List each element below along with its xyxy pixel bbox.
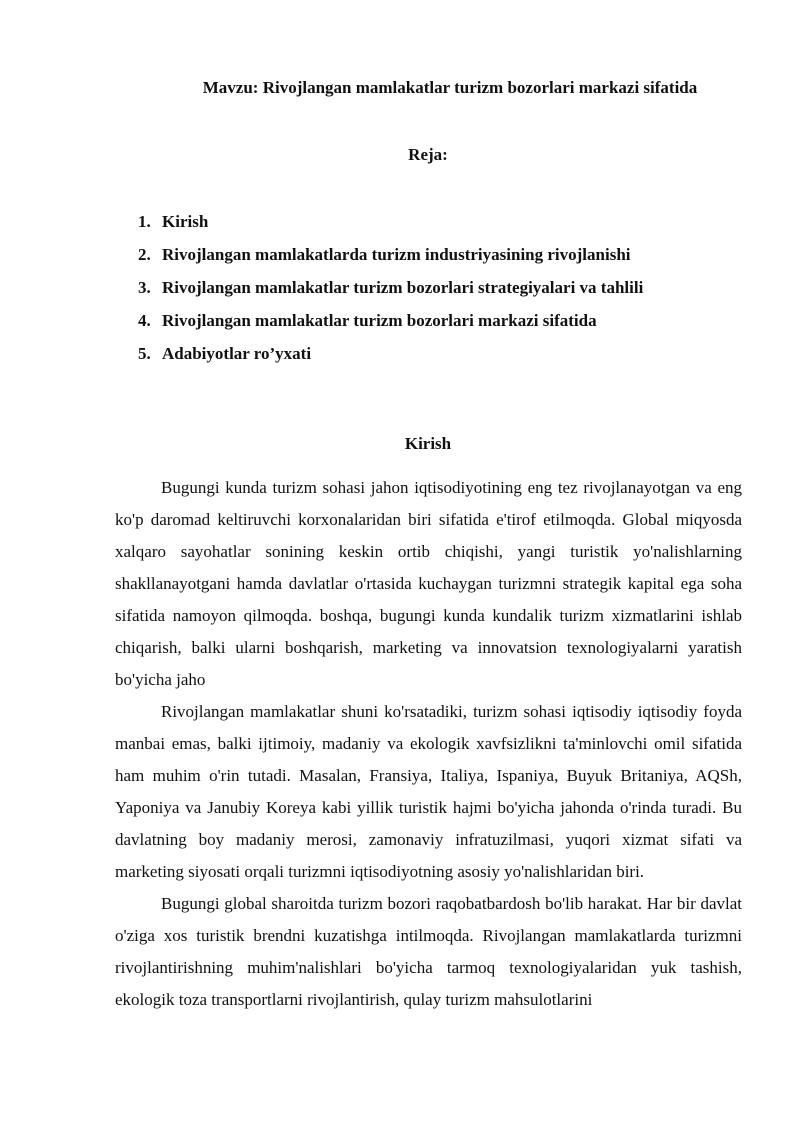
paragraph: Bugungi kunda turizm sohasi jahon iqtisodiyotining eng tez rivojlanayotgan va eng ko'p daromad keltiruvchi korxonalaridan biri sifatida e'tirof etilmoqda. Global miqyosda xalqaro sayohatlar sonining keskin ortib chiqishi, yangi turistik yo'nalishlarning shakllanayotgani hamda davlatlar o'rtasida kuchaygan turizmni strategik kapital ega soha sifatida namoyon qilmoqda. boshqa, bugungi kunda kundalik turizm xizmatlarini ishlab chiqarish, balki ularni boshqarish, marketing va innovatsion texnologiyalarni yaratish bo'yicha jaho (115, 478, 742, 689)
plan-item (138, 271, 643, 304)
plan-title: Reja: (408, 145, 448, 164)
plan-item-number: 5. (138, 344, 151, 363)
body-text (115, 472, 742, 1016)
plan-item-number: 4. (138, 311, 151, 330)
plan-item-label: Rivojlangan mamlakatlarda turizm industriyasining rivojlanishi (162, 245, 631, 264)
plan-item-label: Kirish (162, 212, 209, 231)
plan-item-number: 2. (138, 245, 151, 264)
paragraph: Rivojlangan mamlakatlar shuni ko'rsatadiki, turizm sohasi iqtisodiy iqtisodiy foyda manbai emas, balki ijtimoiy, madaniy va ekologik xavfsizlikni ta'minlovchi omil sifatida ham muhim o'rin tutadi. Masalan, Fransiya, Italiya, Ispaniya, Buyuk Britaniya, AQSh, Yaponiya va Janubiy Koreya kabi yillik turistik hajmi bo'yicha jahonda o'rinda turadi. Bu davlatning boy madaniy merosi, zamonaviy infratuzilmasi, yuqori xizmat sifati va marketing siyosati orqali turizmni iqtisodiyotning asosiy yo'nalishlaridan biri. (115, 702, 742, 881)
plan-item-label: Adabiyotlar ro’yxati (162, 344, 312, 363)
plan-item-number: 1. (138, 212, 151, 231)
plan-item-number: 3. (138, 278, 151, 297)
plan-item (138, 304, 643, 337)
plan-item (138, 238, 643, 271)
plan-item (138, 337, 643, 370)
plan-item-label: Rivojlangan mamlakatlar turizm bozorlari strategiyalari va tahlili (162, 278, 644, 297)
plan-list (138, 205, 643, 370)
plan-item-label: Rivojlangan mamlakatlar turizm bozorlari markazi sifatida (162, 311, 597, 330)
plan-item (138, 205, 643, 238)
document-topic: Mavzu: Rivojlangan mamlakatlar turizm bozorlari markazi sifatida (202, 78, 698, 97)
section-title: Kirish (404, 434, 452, 453)
paragraph: Bugungi global sharoitda turizm bozori raqobatbardosh bo'lib harakat. Har bir davlat o'ziga xos turistik brendni kuzatishga intilmoqda. Rivojlangan mamlakatlarda turizmni rivojlantirishning muhim'nalishlari bo'yicha tarmoq texnologiyalaridan yuk tashish, ekologik toza transportlarni rivojlantirish, qulay turizm mahsulotlarini (115, 894, 742, 1009)
